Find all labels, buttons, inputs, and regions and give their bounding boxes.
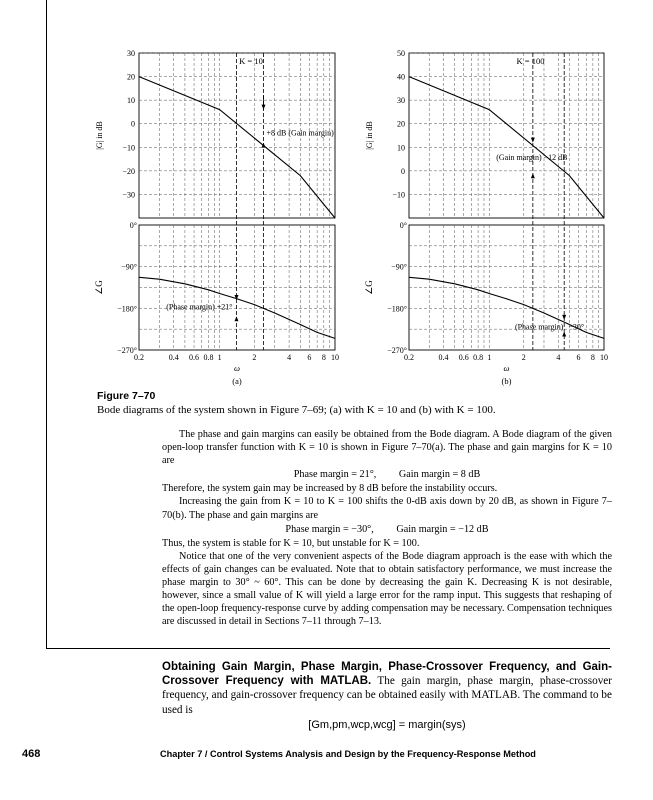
xtick-label-b: 4	[556, 353, 561, 362]
xtick-label-b: 8	[590, 353, 595, 362]
gm-arrow-a2	[261, 143, 265, 148]
mag-ytick-label-a: 0	[131, 119, 135, 129]
mag-ytick-label-a: −10	[122, 143, 135, 153]
paragraph-5: Notice that one of the very convenient aspects of the Bode diagram approach is the ease with which the effects of gain changes can be evaluated. Note that to obtain satisfactory performance, we must increase the phase margin to 30° ~ 60°. This can be done by decreasing the gain K. Decreasing K is not desirable, however, since a small value of K will yield a large error for the ramp input. This suggests that reshaping of the open-loop frequency-response curve by adding compensation may be necessary. Compensation techniques are discussed in detail in Sections 7–11 through 7–13.	[162, 550, 612, 628]
mag-ytick-label-a: 20	[127, 72, 135, 82]
xtick-label-b: 0.6	[458, 353, 469, 362]
mag-ytick-label-a: 30	[127, 49, 135, 58]
eq2-phase-margin: Phase margin = −30°,	[285, 523, 374, 535]
mag-ytick-label-b: 50	[397, 49, 405, 58]
bode-figure	[0, 0, 653, 395]
section-body: The gain margin, phase margin, phase-crossover frequency, and gain-crossover frequency can be obtained easily with MATLAB. The command to be used is	[162, 675, 612, 716]
mag-ytick-label-a: −30	[122, 190, 135, 200]
xaxis-label-a: ω	[233, 363, 241, 373]
pm-arrow-b	[562, 315, 566, 320]
pm-arrow-b2	[562, 331, 566, 336]
eq1-phase-margin: Phase margin = 21°,	[293, 469, 377, 481]
panel-label-a: (a)	[232, 376, 242, 386]
phase-margin-value-b: −30°	[568, 322, 585, 332]
paragraph-2: Therefore, the system gain may be increased by 8 dB before the instability occurs.	[162, 483, 498, 495]
xtick-label-a: 0.2	[134, 353, 144, 362]
phase-ytick-label-a: −90°	[121, 262, 137, 272]
section-divider	[46, 648, 610, 649]
eq1-gain-margin: Gain margin = 8 dB	[398, 469, 481, 481]
mag-ytick-label-a: 10	[127, 96, 135, 106]
phase-ytick-label-b: −270°	[387, 346, 407, 355]
gm-arrow-a	[261, 105, 265, 110]
phase-ylabel-a: ∠G	[94, 280, 104, 295]
phase-ylabel-b: ∠G	[364, 280, 374, 295]
gain-k-label-a: K = 10	[239, 56, 263, 66]
pm-arrow-a2	[234, 316, 238, 321]
phase-margin-annotation-b: (Phase margin)	[514, 322, 564, 332]
xaxis-label-b: ω	[503, 363, 510, 373]
magnitude-plot-frame-b	[409, 53, 604, 218]
xtick-label-b: 0.2	[404, 353, 414, 362]
xtick-label-b: 2	[521, 353, 526, 362]
equation-2	[162, 523, 612, 536]
xtick-label-b: 6	[576, 353, 581, 362]
matlab-section	[162, 660, 612, 717]
mag-ylabel-b: |G| in dB	[365, 121, 374, 150]
paragraph-1: The phase and gain margins can easily be obtained from the Bode diagram. A Bode diagram of the given open-loop transfer function with K = 10 is shown in Figure 7–70(a). The phase and gain margins for K = 10 are	[162, 429, 612, 467]
page-number: 468	[22, 748, 41, 760]
phase-ytick-label-b: −90°	[391, 262, 407, 272]
gm-arrow-b	[531, 138, 535, 143]
paragraph-4: Thus, the system is stable for K = 10, but unstable for K = 100.	[162, 537, 420, 549]
phase-margin-annotation-a: (Phase margin) +21°	[166, 302, 233, 312]
gain-margin-annotation-b: (Gain margin) −12 dB	[496, 153, 568, 163]
eq2-gain-margin: Gain margin = −12 dB	[396, 523, 489, 535]
running-head: Chapter 7 / Control Systems Analysis and Design by the Frequency-Response Method	[160, 749, 536, 759]
xtick-label-b: 10	[600, 353, 608, 362]
phase-ytick-label-a: −180°	[117, 304, 137, 314]
xtick-label-a: 4	[287, 353, 292, 362]
xtick-label-a: 2	[252, 353, 257, 362]
mag-ytick-label-a: −20	[122, 166, 135, 176]
xtick-label-a: 10	[331, 353, 339, 362]
mag-ylabel-a: |G| in dB	[95, 121, 104, 150]
section-heading: Obtaining Gain Margin, Phase Margin, Phase-Crossover Frequency, and Gain-Crossover Frequency with MATLAB.	[162, 661, 612, 688]
xtick-label-b: 1	[487, 353, 492, 362]
figure-label: Figure 7–70	[97, 390, 156, 402]
xtick-label-a: 0.6	[189, 353, 200, 362]
gm-arrow-b2	[531, 173, 535, 178]
mag-ytick-label-b: 40	[397, 72, 405, 82]
mag-ytick-label-b: 30	[397, 96, 405, 106]
mag-ytick-label-b: 0	[401, 166, 405, 176]
xtick-label-a: 6	[307, 353, 312, 362]
xtick-label-b: 0.4	[438, 353, 449, 362]
xtick-label-a: 1	[217, 353, 222, 362]
gain-k-label-b: K = 100	[516, 56, 545, 66]
paragraph-3: Increasing the gain from K = 10 to K = 100 shifts the 0-dB axis down by 20 dB, as shown in Figure 7–70(b). The phase and gain margins are	[162, 496, 612, 521]
xtick-label-a: 8	[321, 353, 326, 362]
xtick-label-a: 0.4	[168, 353, 179, 362]
phase-ytick-label-a: 0°	[129, 221, 137, 230]
xtick-label-b: 0.8	[473, 353, 484, 362]
phase-ytick-label-a: −270°	[117, 346, 137, 355]
mag-ytick-label-b: −10	[392, 190, 405, 200]
panel-label-b: (b)	[501, 376, 512, 386]
matlab-command: [Gm,pm,wcp,wcg] = margin(sys)	[308, 719, 466, 731]
phase-ytick-label-b: 0°	[399, 221, 407, 230]
gain-margin-annotation-a: +8 dB (Gain margin)	[266, 128, 334, 138]
mag-ytick-label-b: 10	[397, 143, 405, 153]
mag-ytick-label-b: 20	[397, 119, 405, 129]
figure-caption: Bode diagrams of the system shown in Figure 7–69; (a) with K = 10 and (b) with K = 100.	[97, 404, 496, 416]
body-text	[162, 428, 612, 628]
phase-ytick-label-b: −180°	[387, 304, 407, 314]
equation-1	[162, 468, 612, 481]
xtick-label-a: 0.8	[203, 353, 214, 362]
